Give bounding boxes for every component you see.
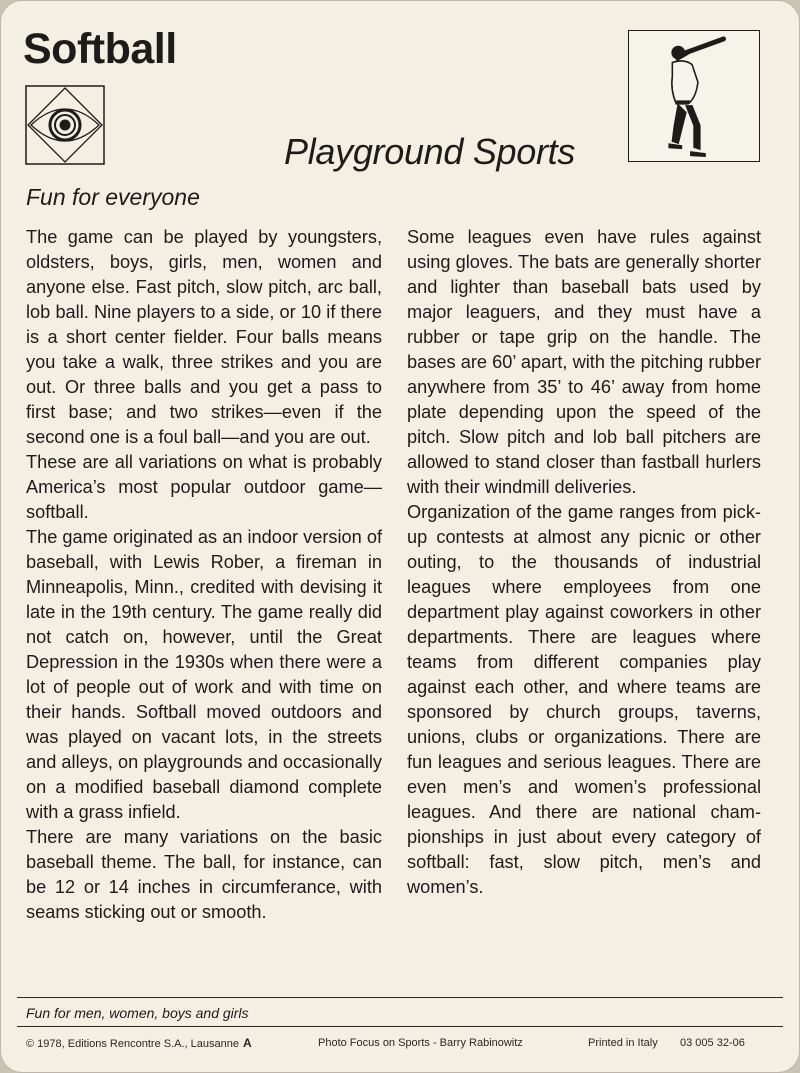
divider xyxy=(17,1026,783,1027)
article-column-right xyxy=(407,225,761,900)
category-heading: Playground Sports xyxy=(284,131,576,172)
paragraph: Some leagues even have rules against using gloves. The bats are generally shorter and lighter than baseball bats used by major leaguers, and they must have a rubber or tape grip on the handle. The bases are 60’ apart, with the pitching rubber anywhere from 35’ to 46’ away from home plate depending upon the speed of the pitch. Slow pitch and lob ball pitchers are allowed to stand closer than fastball hurlers with their windmill deliveries. xyxy=(407,227,761,497)
photo-caption: Fun for men, women, boys and girls xyxy=(26,1005,249,1021)
copyright-text: © 1978, Editions Rencontre S.A., Lausanne xyxy=(26,1038,239,1050)
paragraph: The game can be played by youngsters, oldsters, boys, girls, men, women and anyone else. Fast pitch, slow pitch, arc ball, lob ball. Nine players to a side, or 10 if there is a short center fielder. Four balls means you take a walk, three strikes and you are out. Or three balls and you get a pass to first base; and two strikes—even if the second one is a foul ball—and you are out. xyxy=(26,227,382,447)
paragraph: There are many variations on the basic baseball theme. The ball, for instance, can be 12 or 14 inches in circumferance, with seams sticking out or smooth. xyxy=(26,827,382,922)
printed-in: Printed in Italy xyxy=(588,1037,658,1049)
photo-credit: Photo Focus on Sports - Barry Rabinowitz xyxy=(318,1037,523,1049)
paragraph: The game originated as an indoor version of baseball, with Lewis Rober, a fireman in Minneapolis, Minn., credited with devising it late in the 19th century. The game really did not catch on, however, until the Great Depression in the 1930s when there were a lot of people out of work and with time on their hands. Softball moved outdoors and was played on vacant lots, in the streets and alleys, on playgrounds and occasionally on a modified baseball diamond complete with a grass infield. xyxy=(26,527,382,822)
batter-illustration-icon xyxy=(628,30,760,162)
card-code: 03 005 32-06 xyxy=(680,1037,745,1049)
divider xyxy=(17,997,783,998)
article-column-left xyxy=(26,225,382,925)
article-subtitle: Fun for everyone xyxy=(26,184,200,210)
copyright-notice xyxy=(26,1035,252,1052)
eye-target-logo-icon xyxy=(25,85,105,165)
paragraph: Organization of the game ranges from pick-up contests at almost any picnic or other outing, to the thousands of industrial leagues where employees from one department play against coworkers in other departments. There are leagues where teams from different companies play against each other, and where teams are sponsored by church groups, taverns, unions, clubs or organizations. There are fun leagues and serious leagues. There are even men’s and women’s professional leagues. And there are national championships in just about every category of softball: fast, slow pitch, men’s and women’s. xyxy=(407,502,761,897)
card-title: Softball xyxy=(23,25,177,73)
paragraph: These are all variations on what is probably America’s most popular outdoor game—softball. xyxy=(26,452,382,522)
copyright-mark: A xyxy=(242,1036,252,1050)
